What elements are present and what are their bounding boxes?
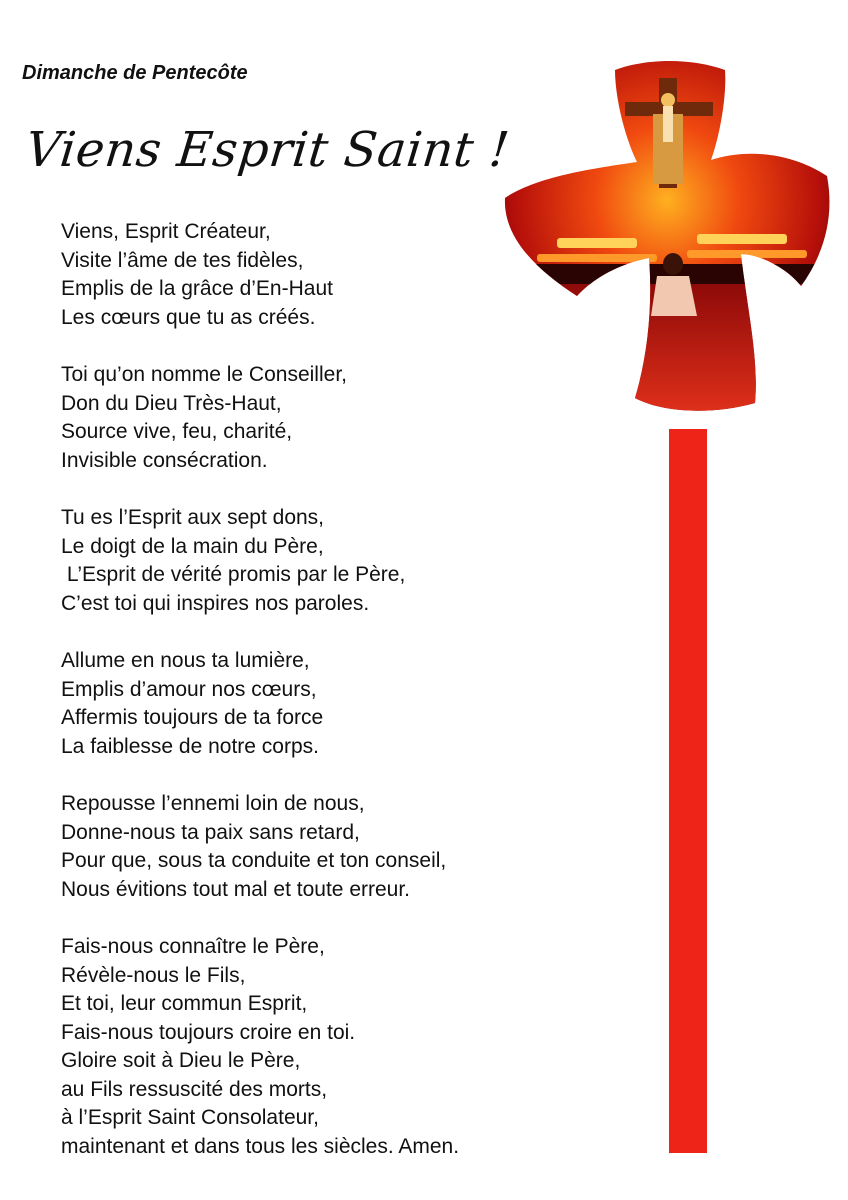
poem-line: Tu es l’Esprit aux sept dons, xyxy=(61,506,325,529)
poem-line: Nous évitions tout mal et toute erreur. xyxy=(61,877,411,901)
dove-cross-icon xyxy=(497,58,837,414)
page-title: Viens Esprit Saint ! xyxy=(23,122,513,178)
poem-line: Les cœurs que tu as créés. xyxy=(61,305,316,329)
poem-line: maintenant et dans tous les siècles. Amen. xyxy=(61,1134,460,1158)
poem-line: Affermis toujours de ta force xyxy=(61,706,324,729)
poem-line: Emplis de la grâce d’En-Haut xyxy=(61,277,333,300)
poem-line: Gloire soit à Dieu le Père, xyxy=(61,1049,301,1072)
poem-line: Repousse l’ennemi loin de nous, xyxy=(61,792,365,815)
poem-line: Fais-nous connaître le Père, xyxy=(61,935,325,958)
poem-line: Et toi, leur commun Esprit, xyxy=(61,992,308,1015)
poem-line: Donne-nous ta paix sans retard, xyxy=(61,820,360,844)
poem-line: Emplis d’amour nos cœurs, xyxy=(61,677,317,701)
poem-line: Pour que, sous ta conduite et ton conseil, xyxy=(61,849,447,872)
poem-line: à l’Esprit Saint Consolateur, xyxy=(61,1106,319,1129)
stanza xyxy=(61,933,621,1161)
poem-line: Allume en nous ta lumière, xyxy=(61,649,310,672)
poem-line: au Fils ressuscité des morts, xyxy=(61,1077,328,1101)
stanza xyxy=(61,647,621,761)
red-bar-icon xyxy=(669,429,707,1153)
poem-line: Révèle-nous le Fils, xyxy=(61,963,246,987)
poem-line: Visite l’âme de tes fidèles, xyxy=(61,248,304,272)
poem-line: L’Esprit de vérité promis par le Père, xyxy=(61,563,406,586)
poem-line: Fais-nous toujours croire en toi. xyxy=(61,1020,356,1044)
subtitle: Dimanche de Pentecôte xyxy=(22,62,248,84)
poem-line: Invisible consécration. xyxy=(61,448,268,472)
poem-line: Source vive, feu, charité, xyxy=(61,420,293,443)
stanza xyxy=(61,504,621,618)
poem-line: Viens, Esprit Créateur, xyxy=(61,220,271,243)
poem-line: La faiblesse de notre corps. xyxy=(61,734,319,758)
poem-line: Toi qu’on nomme le Conseiller, xyxy=(61,363,347,386)
poem-line: C’est toi qui inspires nos paroles. xyxy=(61,591,370,615)
poem-line: Don du Dieu Très-Haut, xyxy=(61,391,282,415)
stanza xyxy=(61,790,621,904)
poem-line: Le doigt de la main du Père, xyxy=(61,534,324,558)
